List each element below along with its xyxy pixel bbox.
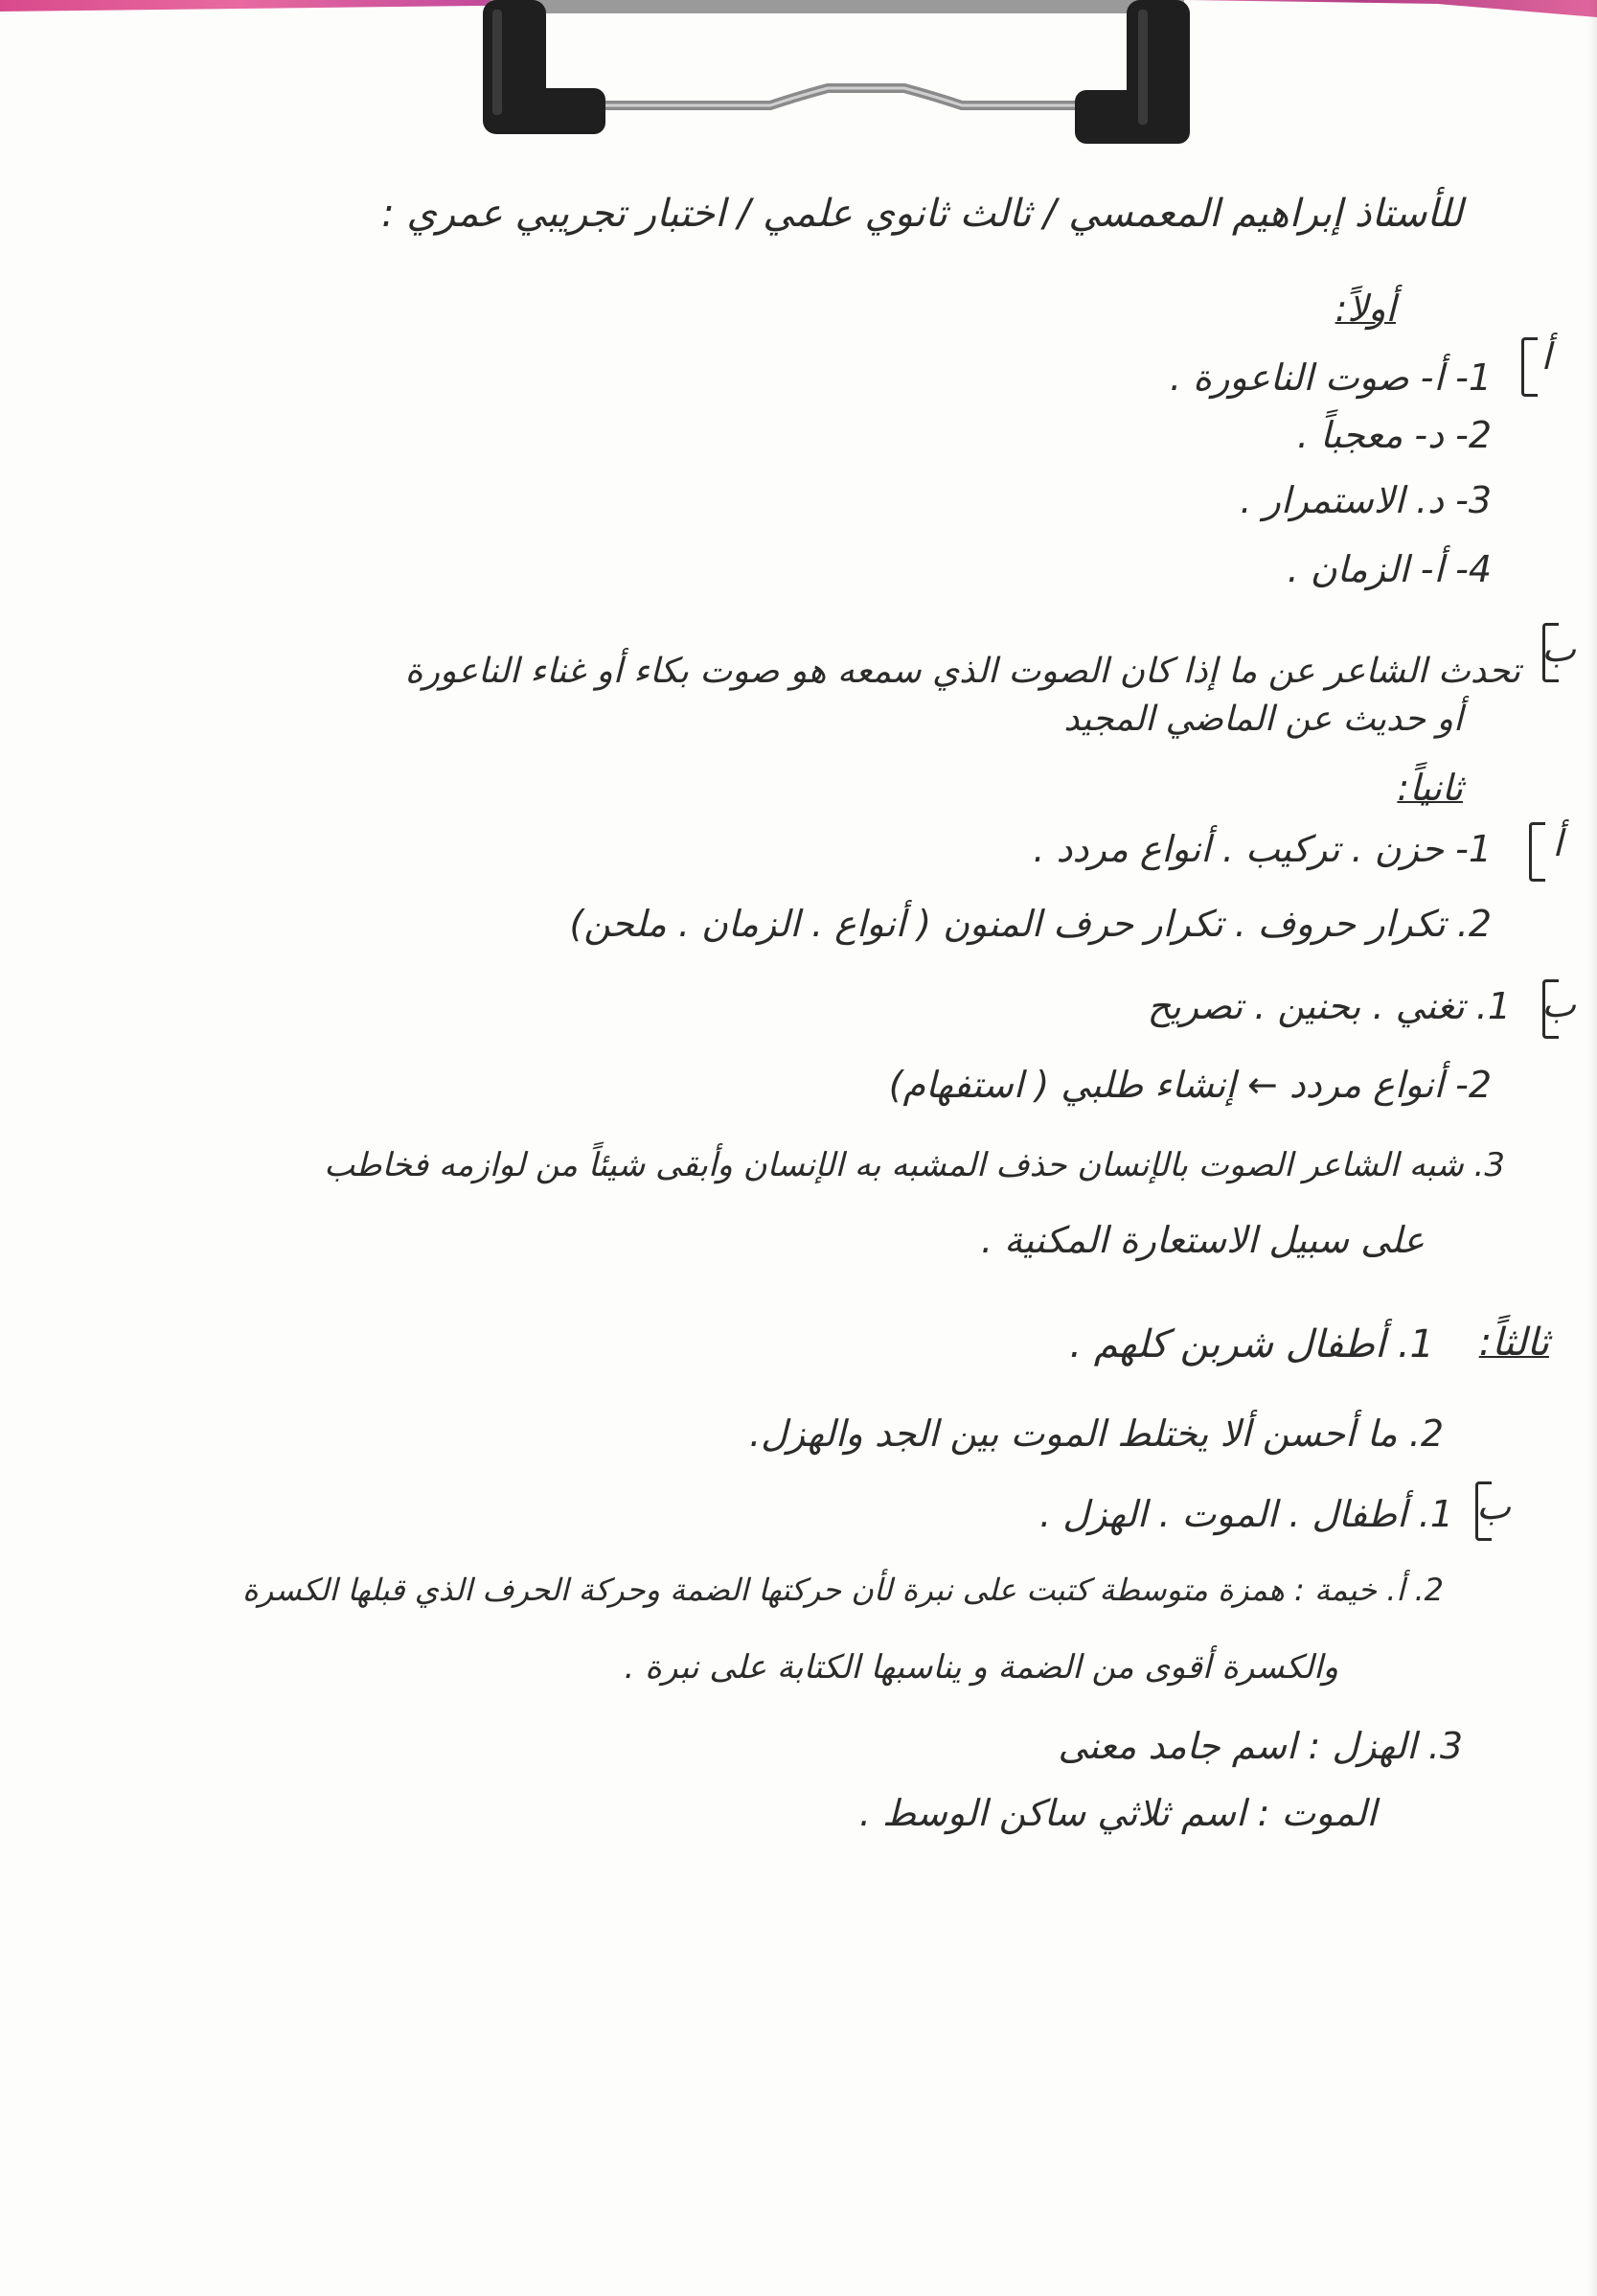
third-b-item-4: 3. الهزل : اسم جامد معنى: [1058, 1725, 1463, 1767]
second-b-item-3: 3. شبه الشاعر الصوت بالإنسان حذف المشبه به الإنسان وأبقى شيئاً من لوازمه فخاطب: [324, 1146, 1505, 1184]
label-first-a: أ: [1540, 335, 1551, 378]
section-title-second: ثانياً:: [1397, 767, 1463, 809]
first-a-item-3: 3- د. الاستمرار .: [1240, 479, 1492, 521]
third-b-item-5: الموت : اسم ثلاثي ساكن الوسط .: [858, 1792, 1377, 1834]
label-first-b: ب: [1541, 628, 1576, 670]
third-a-item-2: 2. ما أحسن ألا يختلط الموت بين الجد والهزل.: [749, 1412, 1444, 1455]
third-b-item-2: 2. أ. خيمة : همزة متوسطة كتبت على نبرة لأن حركتها الضمة وحركة الحرف الذي قبلها الكسرة: [242, 1572, 1444, 1608]
label-second-a: أ: [1552, 822, 1563, 864]
label-third-b: ب: [1476, 1485, 1511, 1527]
second-b-item-4: على سبيل الاستعارة المكنية .: [981, 1219, 1425, 1261]
third-b-item-1: 1. أطفال . الموت . الهزل .: [1039, 1493, 1453, 1535]
bracket-second-a: [1529, 822, 1545, 882]
document-header: للأستاذ إبراهيم المعمسي / ثالث ثانوي علمي / اختبار تجريبي عمري :: [381, 192, 1463, 236]
third-a-item-1: 1. أطفال شربن كلهم .: [1069, 1322, 1434, 1366]
first-a-item-4: 4- أ- الزمان .: [1287, 548, 1492, 590]
section-title-first: أولاً:: [1335, 287, 1396, 330]
label-second-b: ب: [1541, 983, 1576, 1025]
second-b-item-1: 1. تغني . بحنين . تصريح: [1147, 985, 1511, 1027]
first-b-line-1: تحدث الشاعر عن ما إذا كان الصوت الذي سمعه هو صوت بكاء أو غناء الناعورة: [404, 652, 1520, 691]
bracket-first-a: [1521, 337, 1538, 397]
third-b-item-3: والكسرة أقوى من الضمة و يناسبها الكتابة على نبرة .: [624, 1648, 1338, 1687]
clipboard-clip-icon: [483, 0, 1192, 144]
paper-edge-shadow: [1587, 0, 1597, 2296]
first-b-line-2: أو حديث عن الماضي المجيد: [1063, 700, 1463, 739]
second-b-item-2: 2- أنواع مردد ← إنشاء طلبي ( استفهام): [888, 1064, 1492, 1106]
first-a-item-1: 1- أ- صوت الناعورة .: [1170, 356, 1492, 399]
section-title-third: ثالثاً:: [1478, 1320, 1549, 1365]
first-a-item-2: 2- د- معجباً .: [1296, 414, 1492, 456]
second-a-item-2: 2. تكرار حروف . تكرار حرف المنون ( أنواع . الزمان . ملحن): [569, 903, 1492, 945]
second-a-item-1: 1- حزن . تركيب . أنواع مردد .: [1033, 828, 1492, 870]
